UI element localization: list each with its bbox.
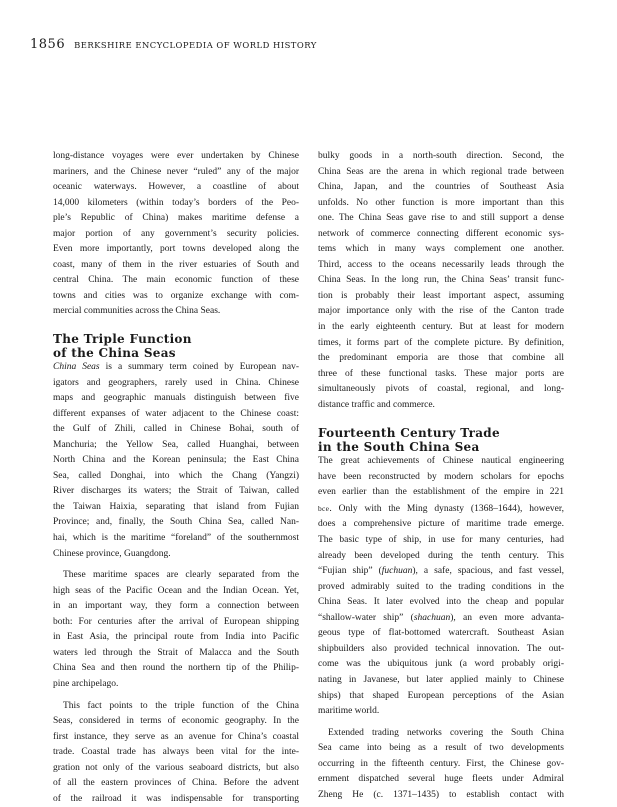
text-line: ships) that shaped European perceptions of the Asian — [318, 689, 564, 705]
text-line: in an important way, they form a connection between — [53, 599, 299, 615]
book-title: BERKSHIRE ENCYCLOPEDIA OF WORLD HISTORY — [74, 40, 317, 50]
text-line: “shallow-water ship” (shachuan), an even more advanta- — [318, 611, 564, 627]
text-line: Manchuria; the Yellow Sea, called Huanghai, between — [53, 438, 299, 454]
text-line: coast, many of them in the river estuaries of South and — [53, 258, 299, 274]
text-line: the Taiwan Haixia, separating that island from Fujian — [53, 500, 299, 516]
text-line: come was the ubiquitous junk (a word probably origi- — [318, 657, 564, 673]
text-line: China Seas is a summary term coined by European nav- — [53, 360, 299, 376]
text-line: major portion of any government’s security policies. — [53, 227, 299, 243]
text-line: Sea came into being as a result of two developments — [318, 741, 564, 757]
text-line: both: For centuries after the arrival of European shipping — [53, 615, 299, 631]
text-line: network of commerce connecting different economic sys- — [318, 227, 564, 243]
text-line: the predominant emporia are those that combine all — [318, 351, 564, 367]
text-line: Extended trading networks covering the South China — [318, 726, 564, 742]
text-line: different expanses of water adjacent to the Chinese coast: — [53, 407, 299, 423]
text-line: ernment dispatched several huge fleets under Admiral — [318, 772, 564, 788]
page-number: 1856 — [30, 37, 65, 52]
text-line: The basic type of ship, in use for many centuries, had — [318, 533, 564, 549]
text-line: does a comprehensive picture of maritime trade emerge. — [318, 517, 564, 533]
text-line: one. The China Seas gave rise to and still support a dense — [318, 211, 564, 227]
text-line: central China. The main economic function of these — [53, 273, 299, 289]
text-line: “Fujian ship” (fuchuan), a safe, spacious, and fast vessel, — [318, 564, 564, 580]
paragraph — [53, 149, 299, 320]
text-line: have been reconstructed by modern scholars for epochs — [318, 470, 564, 486]
text-line: major importance only with the rise of the Canton trade — [318, 304, 564, 320]
text-line: The great achievements of Chinese nautical engineering — [318, 454, 564, 470]
text-line: long-distance voyages were ever undertaken by Chinese — [53, 149, 299, 165]
paragraph — [318, 454, 564, 719]
text-line: maritime world. — [318, 704, 564, 720]
text-line: 14,000 kilometers (within today’s borders of the Peo- — [53, 196, 299, 212]
text-line: waters led through the Strait of Malacca and the South — [53, 646, 299, 662]
heading-line: of the China Seas — [53, 346, 299, 360]
text-line: already been developed during the tenth century. This — [318, 549, 564, 565]
paragraph — [53, 360, 299, 562]
italic-term: fuchuan — [382, 566, 413, 576]
paragraph — [53, 699, 299, 807]
italic-term: China Seas — [53, 362, 100, 372]
text-line: tems which in many ways complement one another. — [318, 242, 564, 258]
text-line: Province; and, finally, the South China Sea, called Nan- — [53, 515, 299, 531]
text-line: three of these functional tasks. These major ports are — [318, 367, 564, 383]
text-line: of all the eastern provinces of China. Before the advent — [53, 776, 299, 792]
text-line: River discharges its waters; the Strait of Taiwan, called — [53, 484, 299, 500]
text-line: towns and cities was to organize exchange with com- — [53, 289, 299, 305]
text-line: first instance, they serve as an avenue for China’s coastal — [53, 730, 299, 746]
text-line: gration not only of the various seaboard districts, but also — [53, 761, 299, 777]
paragraph — [318, 726, 564, 804]
heading-line: in the South China Sea — [318, 440, 564, 454]
text-line: China, Japan, and the countries of Southeast Asia — [318, 180, 564, 196]
text-line: times, it forms part of the complete picture. By definition, — [318, 336, 564, 352]
section-heading — [53, 332, 299, 360]
text-line: maps and geographic manuals distinguish between five — [53, 391, 299, 407]
text-line: high seas of the Pacific Ocean and the Indian Ocean. Yet, — [53, 584, 299, 600]
text-line: ple’s Republic of China) makes maritime defense a — [53, 211, 299, 227]
text-line: pine archipelago. — [53, 677, 299, 693]
left-column — [53, 149, 299, 789]
text-line: China Sea and then round the northern tip of the Philip- — [53, 661, 299, 677]
text-line: Third, access to the oceans necessarily leads through the — [318, 258, 564, 274]
text-line: geous type of flat-bottomed watercraft. Southeast Asian — [318, 626, 564, 642]
text-line: China Seas. It later evolved into the cheap and popular — [318, 595, 564, 611]
text-line: North China and the Korean peninsula; the East China — [53, 453, 299, 469]
text-line: These maritime spaces are clearly separated from the — [53, 568, 299, 584]
text-line: simultaneously pivots of coastal, regional, and long- — [318, 382, 564, 398]
text-line: igators and geographers, rarely used in China. Chinese — [53, 376, 299, 392]
text-line: bulky goods in a north-south direction. Second, the — [318, 149, 564, 165]
heading-line: Fourteenth Century Trade — [318, 426, 564, 440]
text-line: distance traffic and commerce. — [318, 398, 564, 414]
text-line: oceanic waterways. However, a coastline of about — [53, 180, 299, 196]
text-line: proved admirably suited to the trading conditions in the — [318, 580, 564, 596]
text-line: Zheng He (c. 1371–1435) to establish contact with — [318, 788, 564, 804]
text-line: in the early eighteenth century. But at least for modern — [318, 320, 564, 336]
text-line: This fact points to the triple function of the China — [53, 699, 299, 715]
paragraph — [318, 149, 564, 413]
text-line: Even more importantly, port towns developed along the — [53, 242, 299, 258]
text-line: tion is probably their least important aspect, assuming — [318, 289, 564, 305]
text-line: Sea, called Donghai, into which the Chang (Yangzi) — [53, 469, 299, 485]
text-line: nating in Javanese, but later applied mainly to Chinese — [318, 673, 564, 689]
text-line: China Seas. In the long run, the China Seas’ transit func- — [318, 273, 564, 289]
text-line: trade. Coastal trade has always been vital for the inte- — [53, 745, 299, 761]
text-line: in East Asia, the principal route from India into Pacific — [53, 630, 299, 646]
right-column — [318, 149, 564, 789]
text-line: occurring in the fifteenth century. First, the Chinese gov- — [318, 757, 564, 773]
text-line: the Gulf of Zhili, called in Chinese Bohai, south of — [53, 422, 299, 438]
running-head — [30, 35, 590, 51]
heading-line: The Triple Function — [53, 332, 299, 346]
text-line: unfolds. No other function is more important than this — [318, 196, 564, 212]
text-line: Seas, considered in terms of economic geography. In the — [53, 714, 299, 730]
text-line: shipbuilders also provided technical innovation. The out- — [318, 642, 564, 658]
text-line: hai, which is the maritime “foreland” of the southernmost — [53, 531, 299, 547]
paragraph — [53, 568, 299, 692]
text-line: mariners, and the Chinese never “ruled” any of the major — [53, 165, 299, 181]
text-line: of the railroad it was indispensable for transporting — [53, 792, 299, 807]
text-line: even earlier than the establishment of the empire in 221 — [318, 485, 564, 501]
italic-term: shachuan — [414, 613, 450, 623]
text-line: China Seas are the arena in which regional trade between — [318, 165, 564, 181]
text-line: Chinese province, Guangdong. — [53, 547, 299, 563]
section-heading — [318, 426, 564, 454]
era-abbreviation: bce — [318, 504, 329, 513]
text-line: bce. Only with the Ming dynasty (1368–1644), however, — [318, 501, 564, 518]
text-line: mercial communities across the China Seas. — [53, 304, 299, 320]
